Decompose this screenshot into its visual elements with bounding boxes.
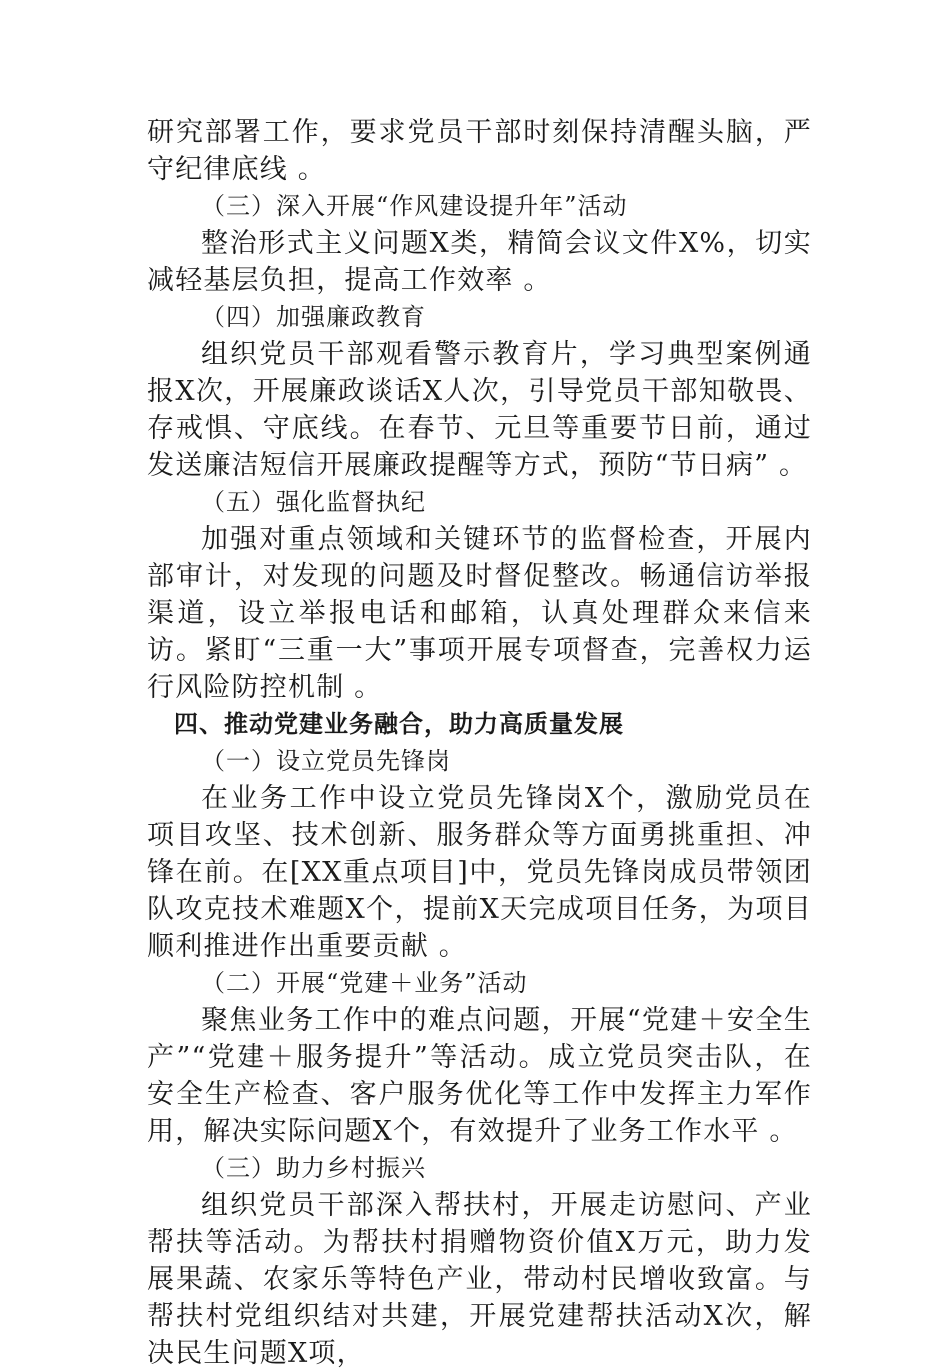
body-paragraph: 组织党员干部观看警示教育片，学习典型案例通报X次，开展廉政谈话X人次，引导党员干部知敬畏、存戒惧、守底线。在春节、元旦等重要节日前，通过发送廉洁短信开展廉政提醒等方式，预防“节日病” 。 (147, 339, 812, 481)
section-heading-3-5: （五）强化监督执纪 (201, 488, 426, 516)
section-heading-4-2: （二）开展“党建＋业务”活动 (201, 969, 528, 997)
section-heading-4-3: （三）助力乡村振兴 (201, 1154, 426, 1182)
section-heading-3-4: （四）加强廉政教育 (201, 303, 426, 331)
section-heading-3-3: （三）深入开展“作风建设提升年”活动 (201, 192, 628, 220)
body-paragraph: 整治形式主义问题X类，精简会议文件X%，切实减轻基层负担，提高工作效率 。 (147, 228, 812, 296)
section-heading-4-1: （一）设立党员先锋岗 (201, 747, 451, 775)
body-paragraph-continued: 研究部署工作，要求党员干部时刻保持清醒头脑，严守纪律底线 。 (147, 117, 812, 185)
chapter-heading-4: 四、推动党建业务融合，助力高质量发展 (174, 710, 624, 738)
document-body (147, 114, 812, 1372)
body-paragraph: 聚焦业务工作中的难点问题，开展“党建＋安全生产”“党建＋服务提升”等活动。成立党员突击队，在安全生产检查、客户服务优化等工作中发挥主力军作用，解决实际问题X个，有效提升了业务工作水平 。 (147, 1005, 812, 1147)
body-paragraph: 组织党员干部深入帮扶村，开展走访慰问、产业帮扶等活动。为帮扶村捐赠物资价值X万元，助力发展果蔬、农家乐等特色产业，带动村民增收致富。与帮扶村党组织结对共建，开展党建帮扶活动X次，解决民生问题X项， (147, 1190, 812, 1369)
body-paragraph: 加强对重点领域和关键环节的监督检查，开展内部审计，对发现的问题及时督促整改。畅通信访举报渠道，设立举报电话和邮箱，认真处理群众来信来访。紧盯“三重一大”事项开展专项督查，完善权力运行风险防控机制 。 (147, 524, 812, 703)
body-paragraph: 在业务工作中设立党员先锋岗X个，激励党员在项目攻坚、技术创新、服务群众等方面勇挑重担、冲锋在前。在[XX重点项目]中，党员先锋岗成员带领团队攻克技术难题X个，提前X天完成项目任务，为项目顺利推进作出重要贡献 。 (147, 783, 812, 962)
